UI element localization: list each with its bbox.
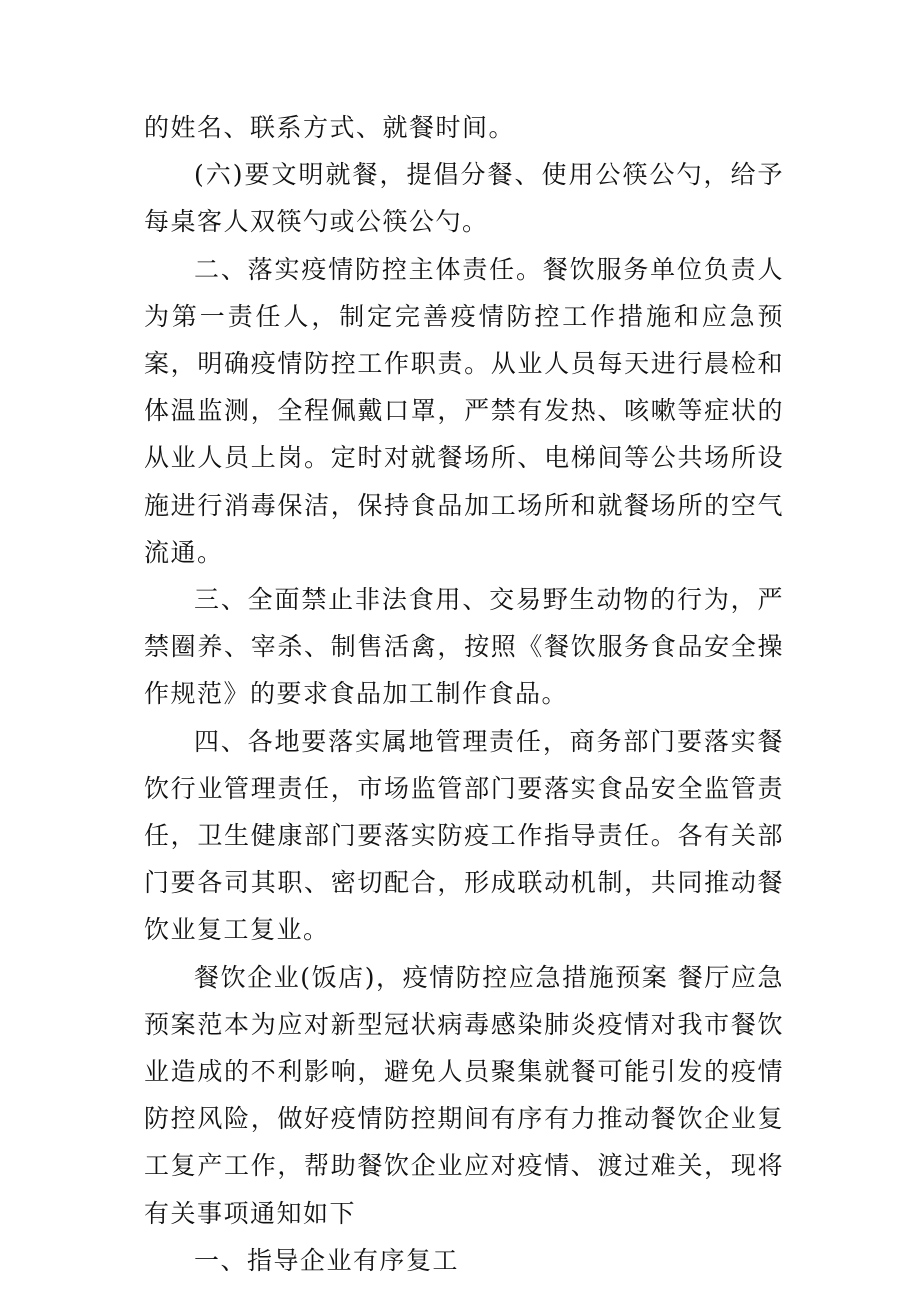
paragraph: 的姓名、联系方式、就餐时间。 [144,113,516,142]
paragraph: 二、落实疫情防控主体责任。餐饮服务单位负责人为第一责任人，制定完善疫情防控工作措施和应急预案，明确疫情防控工作职责。从业人员每天进行晨检和体温监测，全程佩戴口罩，严禁有发热、咳嗽等症状的从业人员上岗。定时对就餐场所、电梯间等公共场所设施进行消毒保洁，保持食品加工场所和就餐场所的空气流通。 [144,254,784,567]
paragraph: 餐饮企业(饭店)，疫情防控应急措施预案 餐厅应急预案范本为应对新型冠状病毒感染肺炎疫情对我市餐饮业造成的不利影响，避免人员聚集就餐可能引发的疫情防控风险，做好疫情防控期间有序有力推动餐饮企业复工复产工作，帮助餐饮企业应对疫情、渡过难关，现将有关事项通知如下 [144,962,784,1228]
document-body [144,104,784,1284]
paragraph: 三、全面禁止非法食用、交易野生动物的行为，严禁圈养、宰杀、制售活禽，按照《餐饮服务食品安全操作规范》的要求食品加工制作食品。 [144,585,784,709]
paragraph: (六)要文明就餐，提倡分餐、使用公筷公勺，给予每桌客人双筷勺或公筷公勺。 [144,160,784,237]
paragraph: 四、各地要落实属地管理责任，商务部门要落实餐饮行业管理责任，市场监管部门要落实食品安全监管责任，卫生健康部门要落实防疫工作指导责任。各有关部门要各司其职、密切配合，形成联动机制，共同推动餐饮业复工复业。 [144,726,784,945]
paragraph: 一、指导企业有序复工 [194,1245,460,1275]
